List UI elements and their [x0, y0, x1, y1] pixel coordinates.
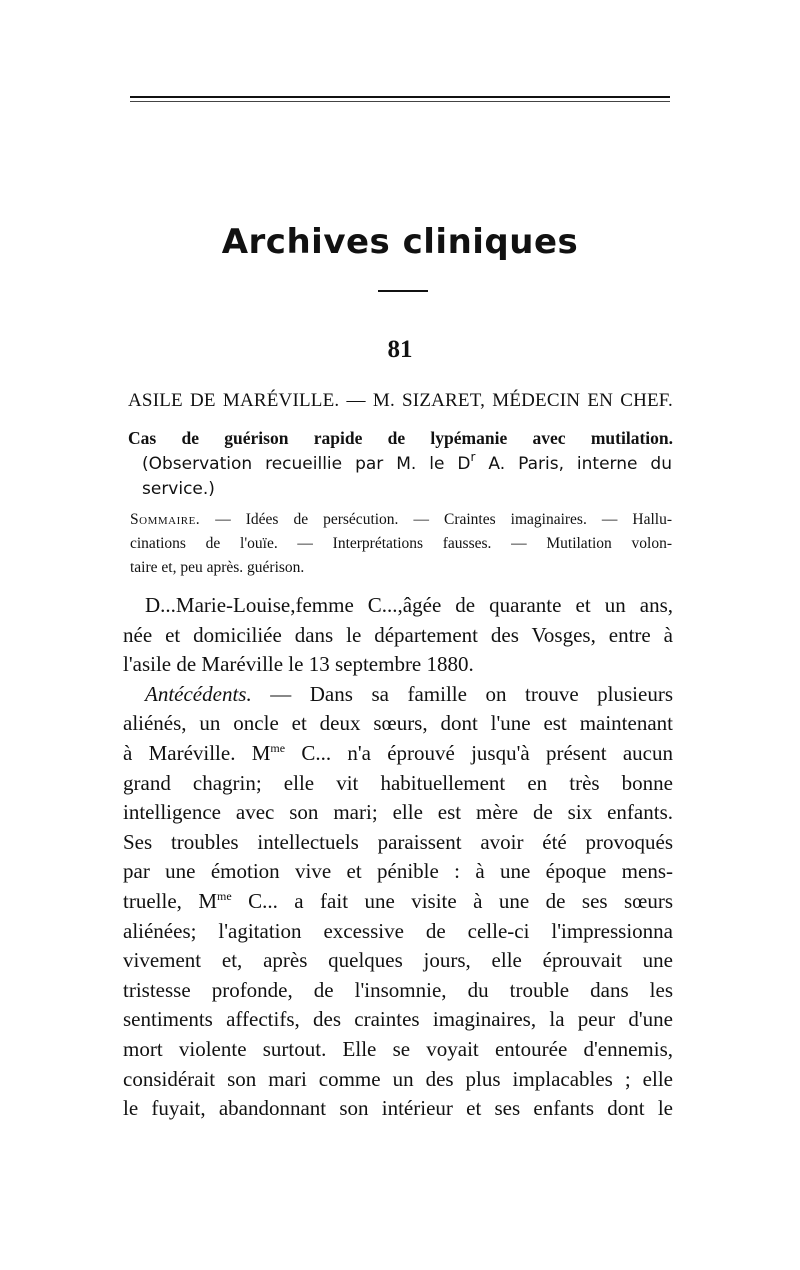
body-line: aliénées; l'agitation excessive de celle-ci l'impressionna	[123, 918, 673, 943]
observation-line-2: service.)	[142, 479, 215, 499]
title-divider	[378, 290, 428, 292]
summary-line: cinations de l'ouïe. — Interprétations fausses. — Mutilation volon-	[130, 535, 672, 552]
body-line: mort violente surtout. Elle se voyait entourée d'ennemis,	[123, 1036, 673, 1061]
body-line: à Maréville. $M^{me}$ C... n'a éprouvé jusqu'à présent aucun	[123, 740, 674, 765]
observation-note	[142, 452, 672, 502]
summary-line: taire et, peu après. guérison.	[130, 559, 305, 576]
antecedents-label: Antécédents.	[145, 681, 252, 706]
case-title: Cas de guérison rapide de lypémanie avec mutilation.	[128, 428, 673, 448]
top-rule	[130, 96, 670, 98]
summary-label: Sommaire.	[130, 511, 201, 528]
body-line: l'asile de Maréville le 13 septembre 1880.	[123, 652, 474, 677]
body-line: intelligence avec son mari; elle est mère de six enfants.	[123, 800, 673, 825]
body-line: Ses troubles intellectuels paraissent avoir été provoqués	[123, 829, 673, 854]
top-rule-thin	[130, 101, 670, 102]
body-line: grand chagrin; elle vit habituellement en très bonne	[123, 770, 673, 795]
summary-block	[130, 508, 672, 580]
body-line: Antécédents. — Dans sa famille on trouve plusieurs	[145, 681, 673, 706]
body-line: considérait son mari comme un des plus implacables ; elle	[123, 1066, 673, 1091]
summary-line: Sommaire. — Idées de persécution. — Craintes imaginaires. — Hallu-	[130, 511, 672, 528]
section-title: Archives cliniques	[221, 222, 579, 262]
article-number: 81	[387, 336, 413, 363]
body-text	[123, 591, 673, 1124]
observation-line-1: (Observation recueillie par M. le $D^r$ A. Paris, interne du	[142, 450, 672, 474]
body-line: tristesse profonde, de l'insomnie, du trouble dans les	[123, 977, 673, 1002]
body-line: vivement et, après quelques jours, elle éprouvait une	[123, 948, 673, 973]
body-line: sentiments affectifs, des craintes imaginaires, la peur d'une	[123, 1007, 673, 1032]
body-line: truelle, $M^{me}$ C... a fait une visite à une de ses sœurs	[123, 888, 674, 913]
body-line: le fuyait, abandonnant son intérieur et ses enfants dont le	[123, 1096, 673, 1121]
institution-heading: ASILE DE MARÉVILLE. — M. SIZARET, MÉDECIN EN CHEF.	[128, 390, 673, 411]
body-line: aliénés, un oncle et deux sœurs, dont l'une est maintenant	[123, 711, 673, 736]
body-line: D...Marie-Louise,femme C...,âgée de quarante et un ans,	[145, 593, 673, 617]
body-line: par une émotion vive et pénible : à une époque mens-	[123, 859, 673, 884]
body-line: née et domiciliée dans le département des Vosges, entre à	[123, 622, 673, 647]
